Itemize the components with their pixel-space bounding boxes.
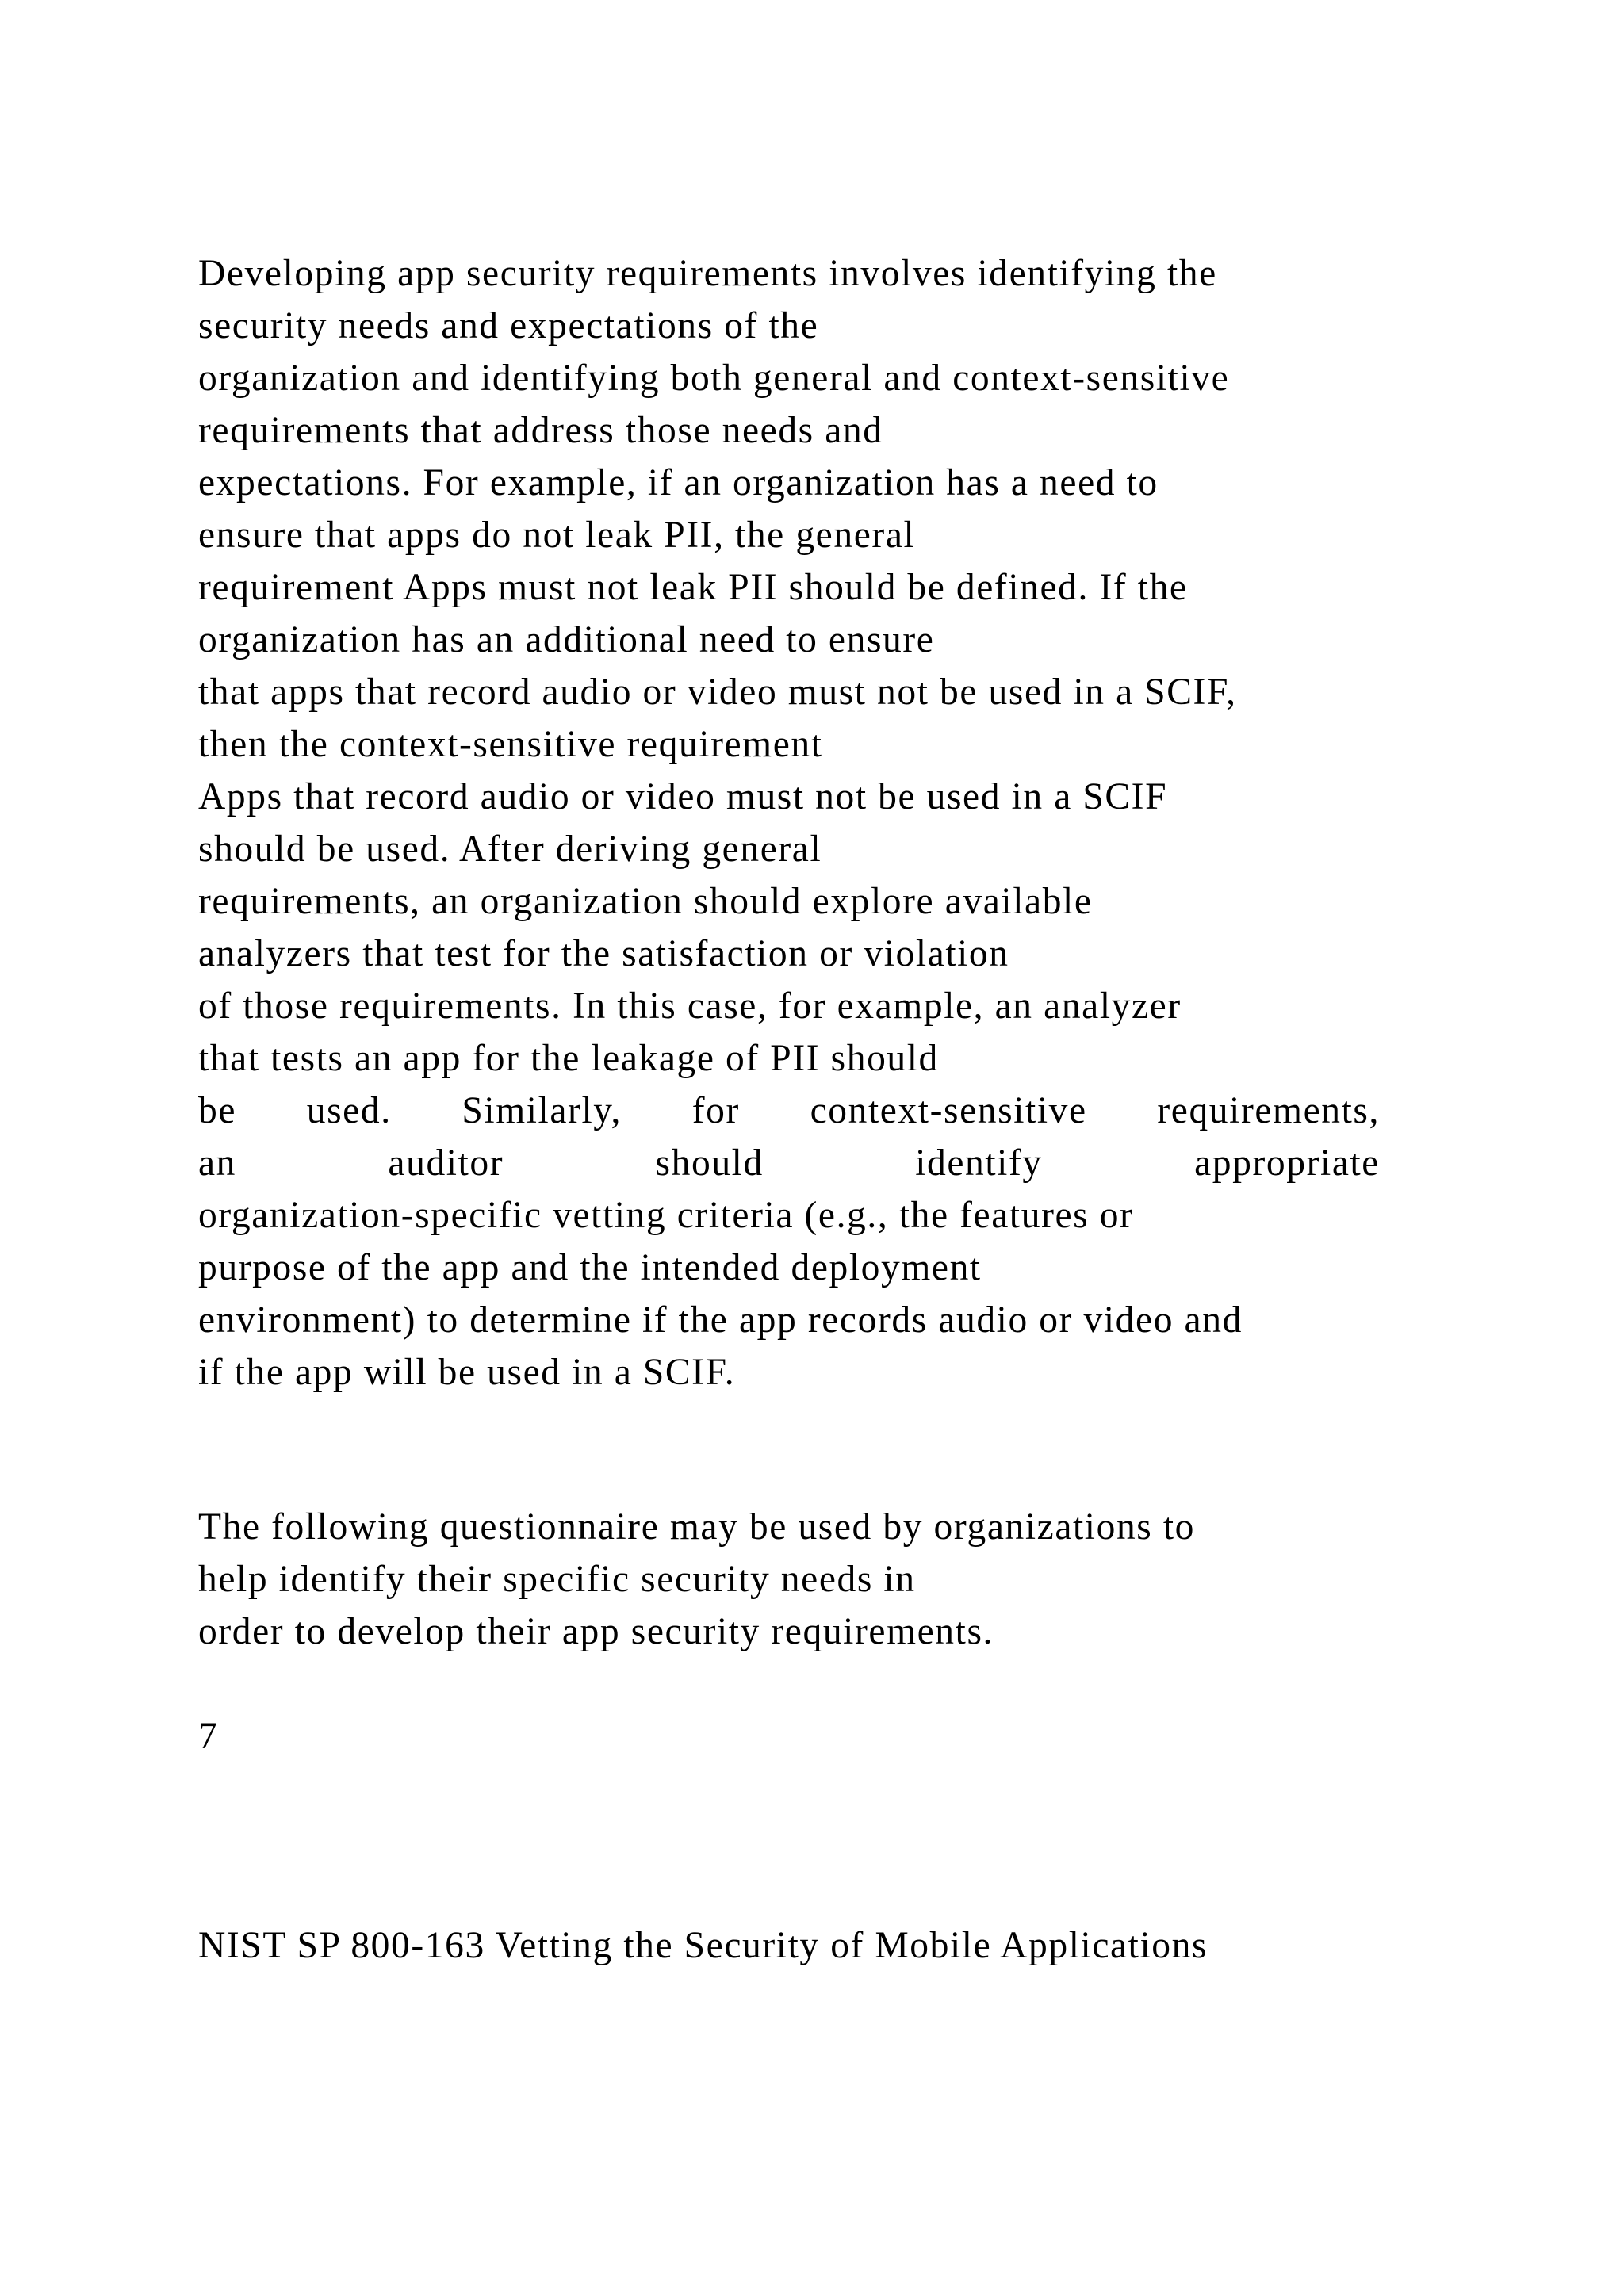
text-line: order to develop their app security requirements. [198,1611,994,1652]
text-line: environment) to determine if the app records audio or video and [198,1299,1243,1341]
text-line: be used. Similarly, for context-sensitive requirements, [198,1090,1380,1131]
text-line: security needs and expectations of the [198,305,819,346]
text-line: should be used. After deriving general [198,828,822,870]
text-line: requirements, an organization should explore available [198,881,1093,922]
text-line: purpose of the app and the intended deployment [198,1247,982,1288]
text-line: that tests an app for the leakage of PII should [198,1038,939,1079]
text-line: organization and identifying both general and context-sensitive [198,358,1230,399]
text-line: requirement Apps must not leak PII should be defined. If the [198,567,1188,608]
text-line: analyzers that test for the satisfaction or violation [198,933,1009,974]
text-line: requirements that address those needs and [198,410,883,451]
text-line: The following questionnaire may be used by organizations to [198,1506,1196,1548]
text-line: then the context-sensitive requirement [198,724,823,765]
text-line: organization has an additional need to ensure [198,619,935,660]
body-paragraph [198,247,1499,1399]
text-line: that apps that record audio or video must not be used in a SCIF, [198,672,1237,713]
text-line: expectations. For example, if an organization has a need to [198,462,1159,503]
page-number [198,1710,1499,1762]
text-line: help identify their specific security needs in [198,1559,916,1600]
footer-text: NIST SP 800-163 Vetting the Security of Mobile Applications [198,1925,1208,1966]
page-number-text: 7 [198,1716,219,1757]
text-line: an auditor should identify appropriate [198,1142,1380,1184]
text-line: organization-specific vetting criteria (e.g., the features or [198,1195,1134,1236]
text-line: if the app will be used in a SCIF. [198,1352,736,1393]
body-paragraph [198,1501,1499,1658]
document-footer [198,1919,1499,1972]
text-line: of those requirements. In this case, for example, an analyzer [198,985,1182,1027]
text-line: Apps that record audio or video must not be used in a SCIF [198,776,1168,817]
text-line: Developing app security requirements involves identifying the [198,253,1217,294]
text-line: ensure that apps do not leak PII, the general [198,515,916,556]
